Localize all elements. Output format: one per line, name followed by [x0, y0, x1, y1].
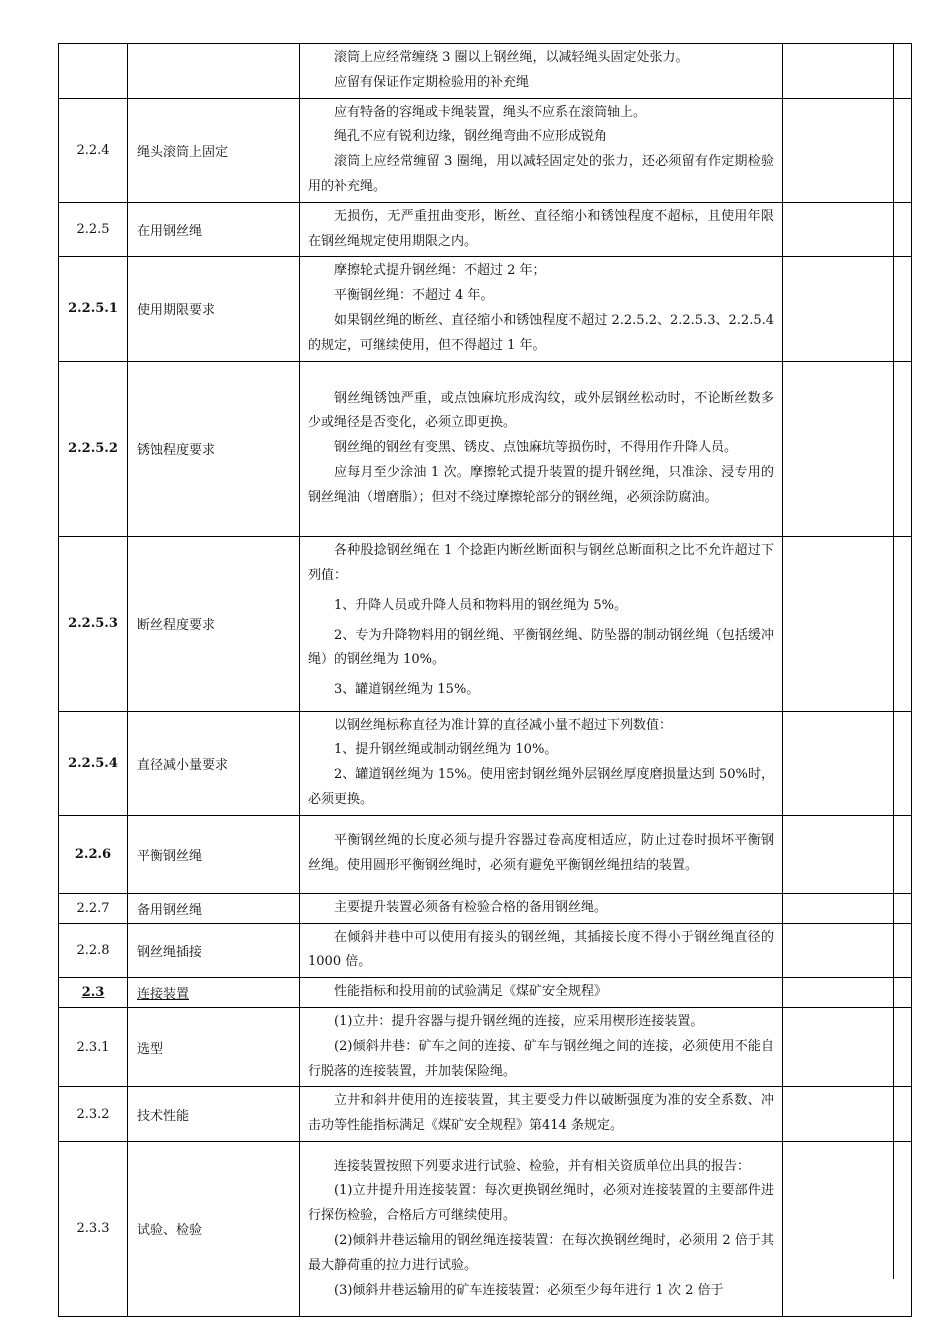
item-name: 在用钢丝绳 [128, 202, 300, 257]
content-paragraph: 1、升降人员或升降人员和物料用的钢丝绳为 5%。 [334, 597, 628, 613]
item-number: 2.2.6 [59, 815, 128, 893]
content-paragraph: 绳孔不应有锐利边缘，钢丝绳弯曲不应形成锐角 [334, 129, 608, 145]
table-row [59, 257, 912, 361]
item-name: 断丝程度要求 [128, 536, 300, 711]
item-content [300, 893, 783, 923]
content-paragraph: 应每月至少涂油 1 次。摩擦轮式提升装置的提升钢丝绳，只准涂、浸专用的钢丝绳油（增磨脂）；但对不绕过摩擦轮部分的钢丝绳，必须涂防腐油。 [308, 464, 774, 505]
item-number: 2.2.5.1 [59, 257, 128, 361]
table-row [59, 1141, 912, 1316]
document-page [58, 43, 912, 1317]
content-paragraph: (1)立井：提升容器与提升钢丝绳的连接，应采用楔形连接装置。 [334, 1013, 704, 1029]
item-number: 2.3.2 [59, 1087, 128, 1142]
item-content [300, 361, 783, 536]
content-paragraph: 2、专为升降物料用的钢丝绳、平衡钢丝绳、防坠器的制动钢丝绳（包括缓冲绳）的钢丝绳为 10%。 [308, 627, 774, 668]
table-row [59, 202, 912, 257]
item-number [59, 44, 128, 99]
table-row [59, 711, 912, 815]
item-name: 钢丝绳插接 [128, 923, 300, 978]
item-name: 绳头滚筒上固定 [128, 98, 300, 202]
content-paragraph: 性能指标和投用前的试验满足《煤矿安全规程》 [334, 984, 608, 1000]
item-name: 技术性能 [128, 1087, 300, 1142]
table-row [59, 361, 912, 536]
table-row [59, 1007, 912, 1086]
item-content [300, 1087, 783, 1142]
content-paragraph: 2、罐道钢丝绳为 15%。使用密封钢丝绳外层钢丝厚度磨损量达到 50%时，必须更换。 [308, 767, 774, 807]
table-row [59, 44, 912, 99]
item-name: 连接装置 [128, 978, 300, 1008]
content-paragraph: 无损伤，无严重扭曲变形，断丝、直径缩小和锈蚀程度不超标，且使用年限在钢丝绳规定使用期限之内。 [308, 208, 774, 249]
content-paragraph: (3)倾斜井巷运输用的矿车连接装置：必须至少每年进行 1 次 2 倍于 [334, 1282, 724, 1298]
content-paragraph: 摩擦轮式提升钢丝绳：不超过 2 年； [334, 263, 546, 279]
item-content [300, 44, 783, 99]
item-name: 试验、检验 [128, 1141, 300, 1316]
content-paragraph: 滚筒上应经常缠留 3 圈绳，用以减轻固定处的张力，还必须留有作定期检验用的补充绳。 [308, 154, 774, 194]
table-row [59, 1087, 912, 1142]
content-paragraph: 钢丝绳锈蚀严重，或点蚀麻坑形成沟纹，或外层钢丝松动时，不论断丝数多少或绳径是否变化，必须立即更换。 [308, 390, 774, 431]
table-row [59, 815, 912, 893]
item-content [300, 923, 783, 978]
content-paragraph: 主要提升装置必须备有检验合格的备用钢丝绳。 [334, 899, 608, 915]
content-paragraph: 滚筒上应经常缠绕 3 圈以上钢丝绳，以减轻绳头固定处张力。 [334, 50, 689, 65]
right-margin-line [893, 43, 894, 1279]
table-row [59, 923, 912, 978]
item-content [300, 815, 783, 893]
item-name: 使用期限要求 [128, 257, 300, 361]
content-paragraph: 各种股捻钢丝绳在 1 个捻距内断丝断面积与钢丝总断面积之比不允许超过下列值： [308, 543, 774, 583]
item-name: 直径减小量要求 [128, 711, 300, 815]
content-paragraph: 以钢丝绳标称直径为准计算的直径减小量不超过下列数值： [334, 717, 673, 733]
inspection-standard-table [58, 43, 912, 1317]
content-paragraph: 1、提升钢丝绳或制动钢丝绳为 10%。 [334, 742, 558, 758]
item-number: 2.2.7 [59, 893, 128, 923]
item-name: 平衡钢丝绳 [128, 815, 300, 893]
table-row [59, 536, 912, 711]
item-name [128, 44, 300, 99]
item-content [300, 536, 783, 711]
item-number: 2.3.3 [59, 1141, 128, 1316]
table-row [59, 893, 912, 923]
item-number: 2.2.5.3 [59, 536, 128, 711]
item-content [300, 711, 783, 815]
item-number: 2.2.5.4 [59, 711, 128, 815]
table-row [59, 978, 912, 1008]
item-number: 2.3.1 [59, 1007, 128, 1086]
content-paragraph: 连接装置按照下列要求进行试验、检验，并有相关资质单位出具的报告： [334, 1158, 751, 1174]
item-number: 2.3 [59, 978, 128, 1008]
item-name: 锈蚀程度要求 [128, 361, 300, 536]
content-paragraph: 钢丝绳的钢丝有变黑、锈皮、点蚀麻坑等损伤时，不得用作升降人员。 [334, 440, 738, 456]
item-content [300, 1007, 783, 1086]
content-paragraph: 应留有保证作定期检验用的补充绳 [334, 74, 530, 90]
item-content [300, 257, 783, 361]
content-paragraph: 在倾斜井巷中可以使用有接头的钢丝绳，其插接长度不得小于钢丝绳直径的 1000 倍。 [308, 929, 774, 970]
content-paragraph: (2)倾斜井巷运输用的钢丝绳连接装置：在每次换钢丝绳时，必须用 2 倍于其最大静荷重的拉力进行试验。 [308, 1232, 774, 1273]
content-paragraph: (2)倾斜井巷：矿车之间的连接、矿车与钢丝绳之间的连接，必须使用不能自行脱落的连接装置，并加装保险绳。 [308, 1038, 774, 1079]
item-number: 2.2.5.2 [59, 361, 128, 536]
content-paragraph: 平衡钢丝绳的长度必须与提升容器过卷高度相适应，防止过卷时损坏平衡钢丝绳。使用圆形平衡钢丝绳时，必须有避免平衡钢丝绳扭结的装置。 [308, 833, 774, 874]
content-paragraph: (1)立井提升用连接装置：每次更换钢丝绳时，必须对连接装置的主要部件进行探伤检验，合格后方可继续使用。 [308, 1183, 774, 1224]
content-paragraph: 3、罐道钢丝绳为 15%。 [334, 682, 480, 698]
item-number: 2.2.8 [59, 923, 128, 978]
item-content [300, 98, 783, 202]
content-paragraph: 平衡钢丝绳：不超过 4 年。 [334, 288, 494, 304]
table-row [59, 98, 912, 202]
content-paragraph: 立井和斜井使用的连接装置，其主要受力件以破断强度为准的安全系数、冲击功等性能指标满足《煤矿安全规程》第414 条规定。 [308, 1093, 774, 1134]
item-name: 选型 [128, 1007, 300, 1086]
item-content [300, 1141, 783, 1316]
item-name: 备用钢丝绳 [128, 893, 300, 923]
content-paragraph: 应有特备的容绳或卡绳装置，绳头不应系在滚筒轴上。 [334, 104, 647, 120]
content-paragraph: 如果钢丝绳的断丝、直径缩小和锈蚀程度不超过 2.2.5.2、2.2.5.3、2.2.5.4 的规定，可继续使用，但不得超过 1 年。 [308, 312, 774, 353]
item-number: 2.2.4 [59, 98, 128, 202]
item-number: 2.2.5 [59, 202, 128, 257]
item-content [300, 202, 783, 257]
item-content [300, 978, 783, 1008]
